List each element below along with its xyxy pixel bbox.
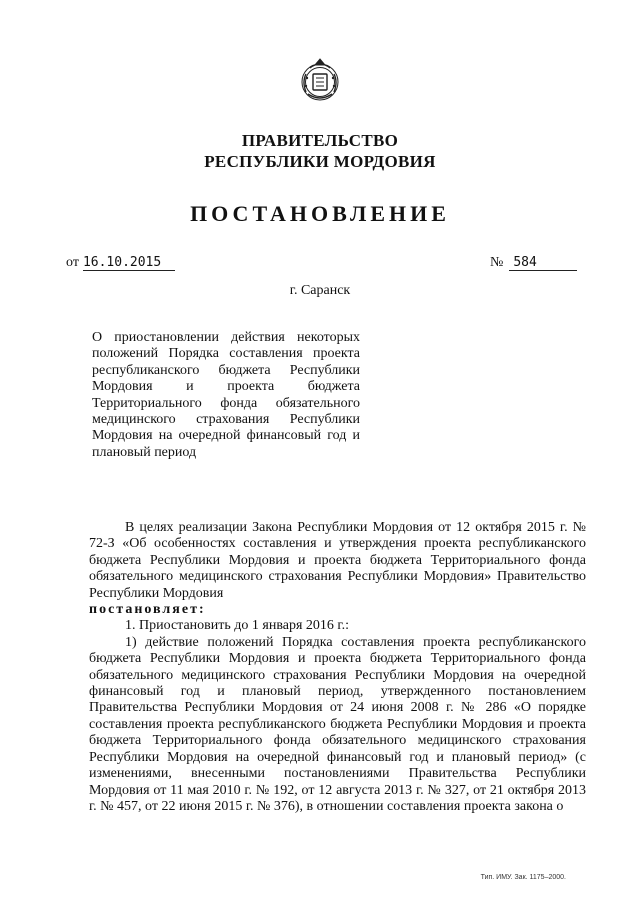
document-number <box>490 255 577 271</box>
document-date <box>66 255 175 271</box>
coat-of-arms-emblem <box>296 56 344 104</box>
city-line: г. Саранск <box>289 283 351 298</box>
document-type-title: ПОСТАНОВЛЕНИЕ <box>190 201 450 226</box>
number-prefix: № <box>490 255 504 270</box>
decree-word: постановляет: <box>89 602 206 618</box>
item-1-1: 1) действие положений Порядка составления проекта республиканского бюджета Республики Мордовия и проекта бюджета Территориального фонда обязательного медицинского страхования Республики Мордовия на очередной финансовый год и плановый период, утвержденного постановлением Правительства Республики Мордовия от 24 июня 2008 г. № 286 «О порядке составления проекта республиканского бюджета Республики Мордовия и проекта бюджета Территориального фонда обязательного медицинского страхования Республики Мордовия на очередной финансовый год и плановый период» (с изменениями, внесенными постановлениями Правительства Республики Мордовия от 11 мая 2010 г. № 192, от 12 августа 2013 г. № 327, от 21 октября 2013 г. № 457, от 22 июня 2015 г. № 376), в отношении составления проекта закона о <box>89 634 586 814</box>
preamble-paragraph: В целях реализации Закона Республики Мордовия от 12 октября 2015 г. № 72-З «Об особенностях составления и утверждения проекта республиканского бюджета Республики Мордовия и проекта бюджета Территориального фонда обязательного медицинского страхования Республики Мордовия» Правительство Республики Мордовия <box>89 520 586 601</box>
document-body <box>89 520 586 815</box>
number-value: 584 <box>509 256 577 271</box>
print-footer: Тип. ИМУ. Зак. 1175–2000. <box>480 874 566 881</box>
government-title-line1: ПРАВИТЕЛЬСТВО <box>241 131 399 150</box>
document-subject: О приостановлении действия некоторых положений Порядка составления проекта республиканского бюджета Республики Мордовия и проекта бюджета Территориального фонда обязательного медицинского страхования Республики Мордовия на очередной финансовый год и плановый период <box>92 330 360 460</box>
item-1: 1. Приостановить до 1 января 2016 г.: <box>125 618 349 634</box>
government-title-line2: РЕСПУБЛИКИ МОРДОВИЯ <box>204 152 436 171</box>
date-value: 16.10.2015 <box>83 256 175 271</box>
date-prefix: от <box>66 255 79 270</box>
